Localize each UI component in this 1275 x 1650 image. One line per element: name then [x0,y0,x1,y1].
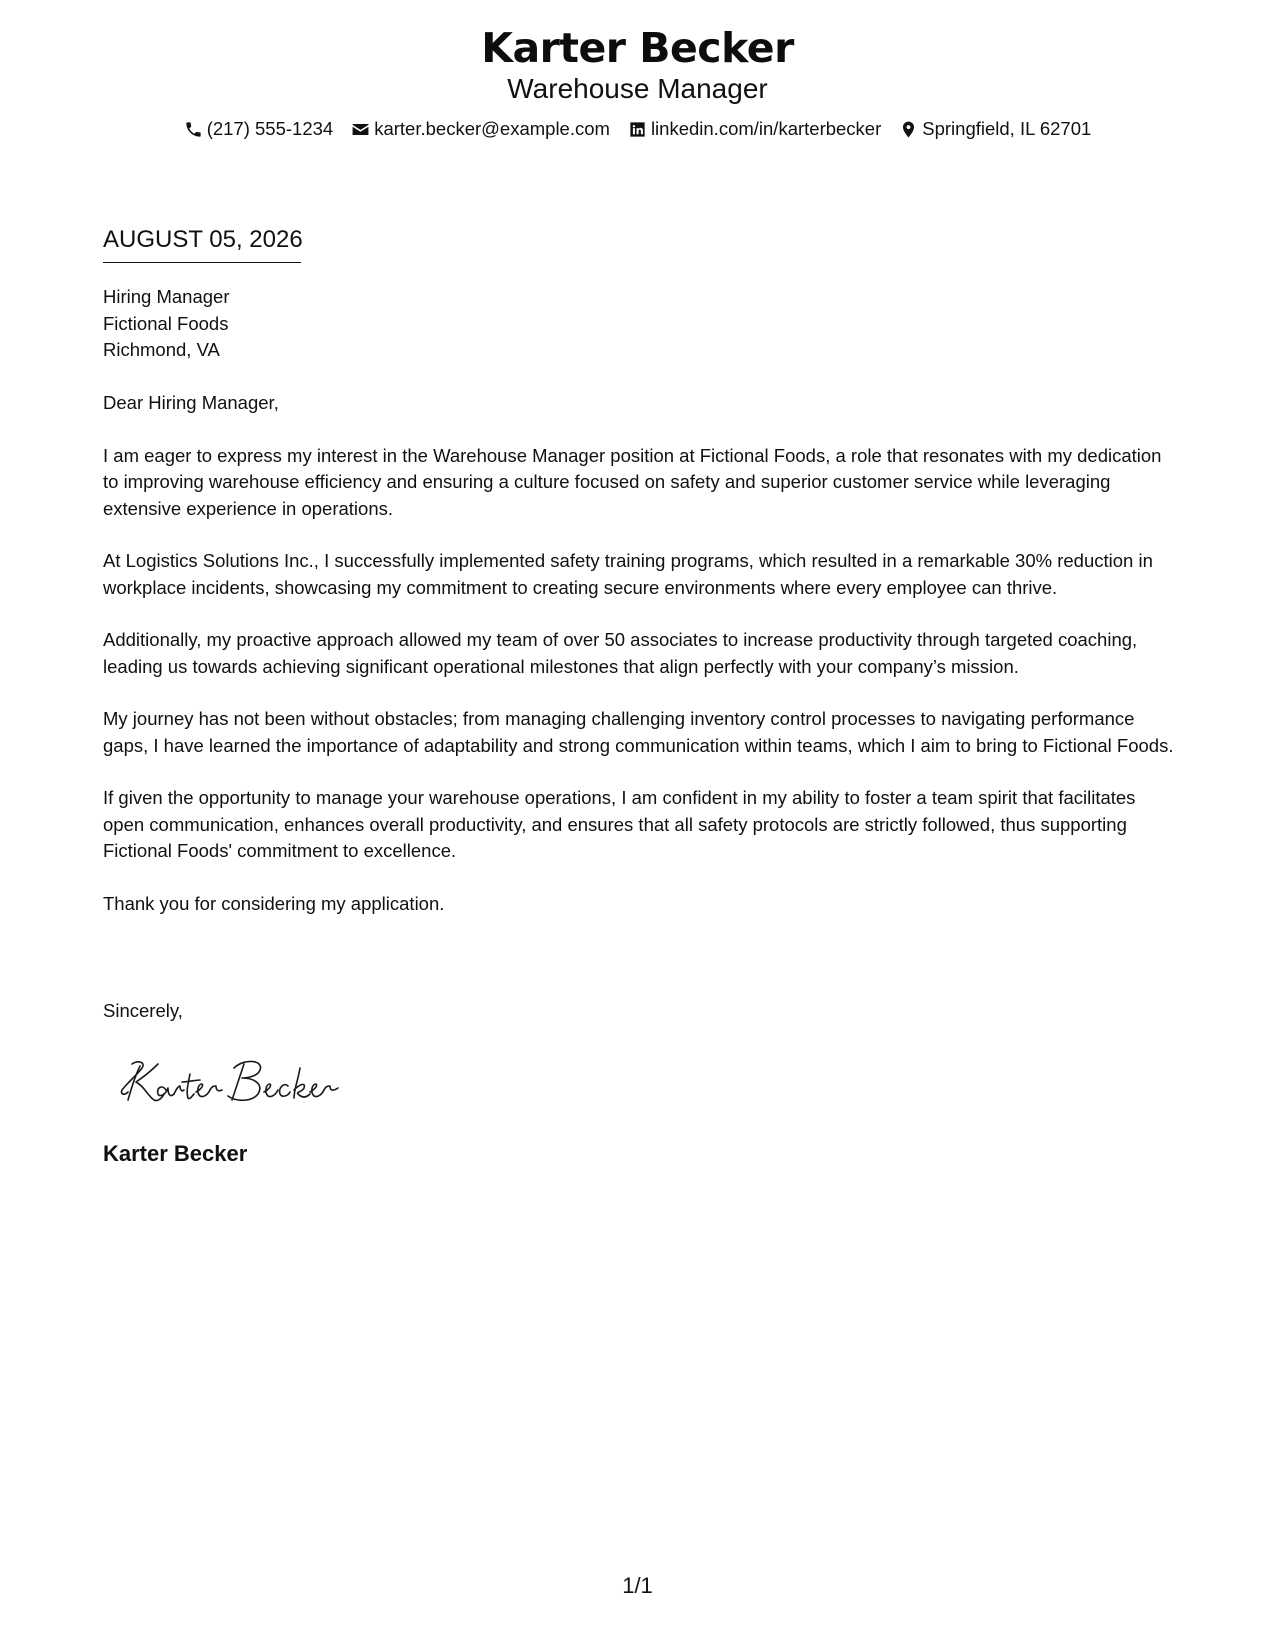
map-pin-icon [899,120,918,139]
letter-body [103,390,1178,943]
signer-name: Karter Becker [103,1141,248,1166]
linkedin-link[interactable]: linkedin.com/in/karterbecker [650,118,882,139]
body-paragraph: My journey has not been without obstacles; from managing challenging inventory control processes to navigating performance gaps, I have learned the importance of adaptability and strong communication within teams, which I aim to bring to Fictional Foods. [103,708,1174,756]
applicant-name: Karter Becker [481,24,794,72]
envelope-icon [351,120,370,139]
recipient-location: Richmond, VA [103,339,220,360]
phone-text: (217) 555-1234 [206,118,334,139]
contact-bar [0,116,1275,142]
phone-icon [184,120,203,139]
applicant-title: Warehouse Manager [507,73,768,104]
location-text: Springfield, IL 62701 [922,118,1092,139]
letter-header [0,22,1275,142]
salutation: Dear Hiring Manager, [103,392,279,413]
closing-phrase: Sincerely, [103,1000,183,1021]
page-number: 1/1 [622,1573,653,1598]
email-link[interactable]: karter.becker@example.com [374,118,610,139]
contact-phone [184,116,334,142]
contact-linkedin[interactable] [628,116,881,142]
body-paragraph: I am eager to express my interest in the Warehouse Manager position at Fictional Foods, a role that resonates with my dedication to improving warehouse efficiency and ensuring a culture focused on safety and superior customer service while leveraging extensive experience in operations. [103,444,1162,519]
body-paragraph: If given the opportunity to manage your warehouse operations, I am confident in my ability to foster a team spirit that facilitates open communication, enhances overall productivity, and ensures that all safety protocols are strictly followed, thus supporting Fictional Foods' commitment to excellence. [103,787,1136,861]
body-paragraph: At Logistics Solutions Inc., I successfully implemented safety training programs, which resulted in a remarkable 30% reduction in workplace incidents, showcasing my commitment to creating secure environments where every employee can thrive. [103,550,1153,598]
linkedin-icon [628,120,647,139]
body-paragraph: Thank you for considering my application. [103,892,445,914]
body-paragraph: Additionally, my proactive approach allowed my team of over 50 associates to increase productivity through targeted coaching, leading us towards achieving significant operational milestones that align perfectly with your company’s mission. [103,629,1138,677]
recipient-title: Hiring Manager [103,286,230,307]
contact-email[interactable] [351,116,610,142]
recipient-block [103,284,229,364]
handwritten-signature [118,1056,348,1108]
recipient-company: Fictional Foods [103,312,229,334]
contact-location [899,116,1091,142]
letter-date: AUGUST 05, 2026 [103,224,301,263]
